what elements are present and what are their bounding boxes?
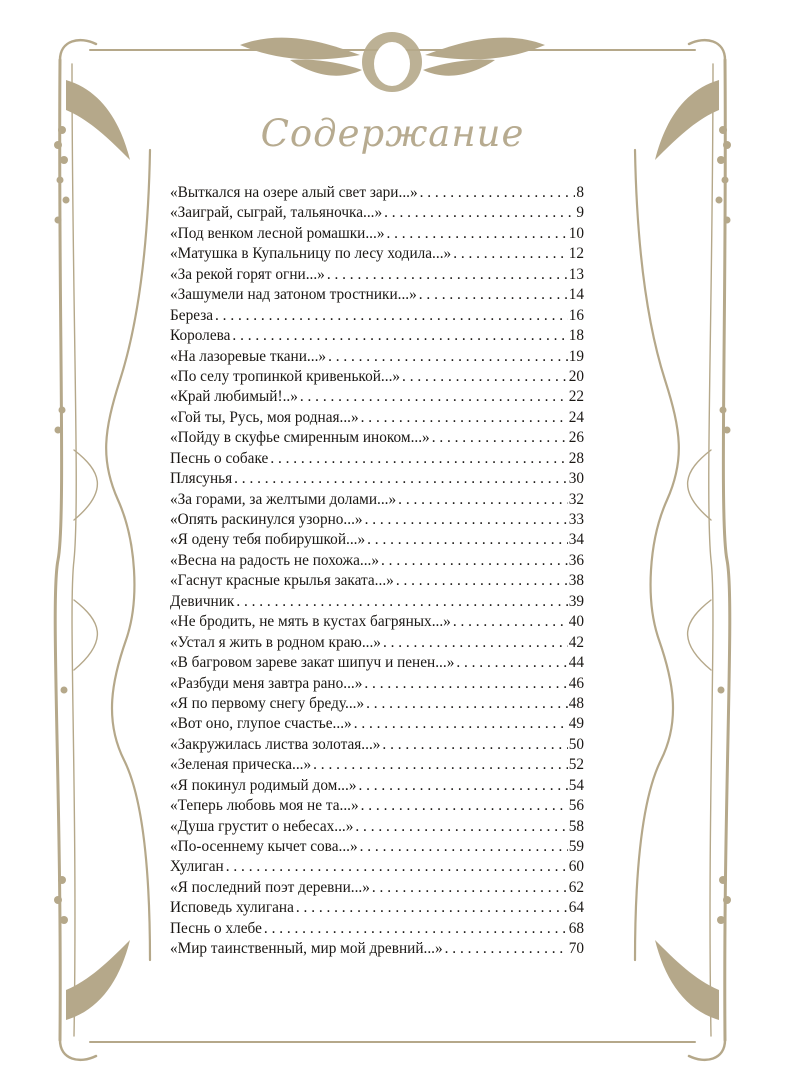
toc-entry (170, 898, 584, 918)
toc-entry (170, 203, 584, 223)
toc-entry-title: Береза (170, 306, 214, 324)
toc-entry-page-number: 12 (568, 245, 584, 263)
toc-entry-page-number: 70 (568, 940, 584, 958)
toc-entry (170, 510, 584, 530)
dot-leader (325, 265, 568, 285)
toc-entry-title: «Опять раскинулся узорно...» (170, 511, 363, 528)
toc-entry-title: «Я по первому снегу бреду...» (170, 694, 365, 712)
toc-entry (170, 490, 584, 510)
toc-entry (170, 857, 584, 877)
toc-entry-title: Песнь о собаке (170, 449, 269, 467)
dot-leader (268, 449, 567, 469)
toc-entry-title: «Заиграй, сыграй, тальяночка...» (170, 204, 383, 222)
toc-entry-page-number: 30 (568, 470, 584, 488)
toc-entry-page-number: 38 (568, 572, 584, 590)
dot-leader (443, 939, 568, 959)
toc-entry-page-number: 50 (568, 735, 584, 753)
toc-entry-page-number: 64 (568, 899, 584, 917)
toc-entry-title: «Выткался на озере алый свет зари...» (170, 184, 418, 201)
toc-entry-page-number: 19 (568, 347, 584, 365)
toc-entry-title: «Край любимый!..» (170, 388, 298, 406)
toc-entry (170, 776, 584, 796)
dot-leader (232, 469, 568, 489)
toc-entry-title: «На лазоревые ткани...» (170, 347, 327, 365)
toc-entry (170, 387, 584, 407)
toc-entry-page-number: 58 (568, 817, 584, 835)
toc-entry-title: «Теперь любовь моя не та...» (170, 797, 359, 815)
toc-entry-page-number: 18 (568, 327, 584, 345)
toc-entry-title: «Матушка в Купальницу по лесу ходила...» (170, 245, 452, 263)
dot-leader (379, 551, 568, 571)
toc-entry (170, 919, 584, 939)
toc-entry-title: «Я одену тебя побирушкой...» (170, 531, 366, 549)
toc-entry-title: «Не бродить, не мять в кустах багряных...» (170, 613, 451, 631)
dot-leader (396, 490, 568, 510)
toc-entry-title: «Закружилась листва золотая...» (170, 735, 381, 753)
dot-leader (394, 571, 568, 591)
toc-entry (170, 306, 584, 326)
toc-entry (170, 633, 584, 653)
toc-entry-title: Плясунья (170, 470, 233, 488)
dot-leader (311, 755, 568, 775)
toc-entry-page-number: 44 (568, 654, 584, 672)
toc-entry (170, 939, 584, 959)
toc-entry (170, 265, 584, 285)
dot-leader (294, 898, 568, 918)
toc-entry-page-number: 60 (568, 858, 584, 876)
toc-entry-title: Королева (170, 327, 231, 345)
toc-entry-title: «Я покинул родимый дом...» (170, 776, 357, 794)
dot-leader (384, 224, 567, 244)
toc-entry-page-number: 59 (568, 838, 584, 855)
toc-entry-title: Девичник (170, 592, 235, 610)
toc-entry (170, 183, 584, 203)
toc-entry (170, 796, 584, 816)
toc-entry (170, 837, 584, 857)
toc-entry-page-number: 36 (568, 551, 584, 569)
toc-entry-page-number: 52 (568, 756, 584, 774)
toc-entry-page-number: 9 (576, 204, 584, 222)
toc-entry-page-number: 26 (568, 429, 584, 447)
toc-entry-page-number: 39 (568, 592, 584, 610)
toc-entry (170, 817, 584, 837)
dot-leader (230, 326, 567, 346)
toc-entry-page-number: 14 (568, 286, 584, 304)
dot-leader (326, 347, 568, 367)
toc-entry (170, 347, 584, 367)
toc-entry-title: «Устал я жить в родном краю...» (170, 633, 381, 651)
toc-entry-title: «По-осеннему кычет сова...» (170, 838, 358, 855)
toc-entry-title: «Душа грустит о небесах...» (170, 817, 354, 835)
toc-entry-page-number: 22 (568, 388, 584, 406)
toc-entry-page-number: 68 (568, 919, 584, 937)
toc-entry (170, 653, 584, 673)
dot-leader (400, 367, 568, 387)
toc-entry (170, 694, 584, 714)
toc-entry-page-number: 32 (568, 490, 584, 508)
toc-entry-page-number: 62 (568, 878, 584, 896)
toc-entry (170, 612, 584, 632)
toc-entry (170, 367, 584, 387)
dot-leader (224, 857, 568, 877)
dot-leader (213, 306, 568, 326)
dot-leader (365, 530, 568, 550)
table-of-contents (170, 183, 584, 960)
dot-leader (382, 203, 575, 223)
toc-entry-title: «Под венком лесной ромашки...» (170, 224, 385, 242)
toc-entry-page-number: 34 (568, 531, 584, 549)
dot-leader (358, 837, 568, 857)
toc-entry (170, 674, 584, 694)
toc-entry-title: Хулиган (170, 858, 224, 876)
toc-entry-title: «Зашумели над затоном тростники...» (170, 286, 417, 304)
toc-entry (170, 408, 584, 428)
dot-leader (234, 592, 567, 612)
dot-leader (363, 510, 568, 530)
dot-leader (364, 694, 568, 714)
toc-entry (170, 326, 584, 346)
dot-leader (380, 735, 567, 755)
toc-entry (170, 755, 584, 775)
toc-entry-page-number: 56 (568, 797, 584, 815)
dot-leader (430, 428, 568, 448)
dot-leader (370, 878, 568, 898)
dot-leader (356, 776, 567, 796)
toc-entry (170, 428, 584, 448)
toc-entry (170, 285, 584, 305)
toc-entry (170, 551, 584, 571)
toc-entry-title: «Пойду в скуфье смиренным иноком...» (170, 429, 430, 447)
dot-leader (353, 817, 567, 837)
toc-entry-title: «Гой ты, Русь, моя родная...» (170, 408, 359, 426)
toc-entry-title: «Разбуди меня завтра рано...» (170, 674, 363, 692)
dot-leader (359, 796, 568, 816)
toc-entry-title: Песнь о хлебе (170, 919, 262, 937)
dot-leader (454, 653, 567, 673)
toc-entry-page-number: 54 (568, 776, 584, 794)
dot-leader (417, 285, 568, 305)
toc-entry-page-number: 49 (568, 715, 584, 733)
toc-entry-page-number: 20 (568, 367, 584, 385)
toc-entry-page-number: 16 (568, 306, 584, 324)
toc-entry-page-number: 28 (568, 449, 584, 467)
toc-entry-title: «За горами, за желтыми долами...» (170, 490, 397, 508)
toc-entry (170, 449, 584, 469)
toc-entry-title: «Зеленая прическа...» (170, 756, 312, 774)
dot-leader (418, 183, 576, 203)
dot-leader (298, 387, 568, 407)
toc-entry-title: «За рекой горят огни...» (170, 265, 325, 283)
toc-entry-page-number: 13 (568, 265, 584, 283)
toc-entry-title: «Вот оно, глупое счастье...» (170, 715, 352, 733)
toc-entry (170, 530, 584, 550)
toc-entry-page-number: 40 (568, 613, 584, 631)
toc-entry (170, 244, 584, 264)
toc-entry-page-number: 33 (568, 511, 584, 528)
dot-leader (352, 714, 568, 734)
toc-entry (170, 592, 584, 612)
toc-entry (170, 735, 584, 755)
toc-entry (170, 714, 584, 734)
toc-entry-page-number: 24 (568, 408, 584, 426)
dot-leader (262, 919, 568, 939)
page-title: Содержание (260, 112, 525, 155)
toc-entry-page-number: 42 (568, 633, 584, 651)
toc-entry-title: «По селу тропинкой кривенькой...» (170, 367, 401, 385)
toc-entry-page-number: 48 (568, 694, 584, 712)
toc-entry-title: «Мир таинственный, мир мой древний...» (170, 940, 443, 958)
toc-entry-page-number: 10 (568, 224, 584, 242)
toc-entry (170, 878, 584, 898)
toc-entry (170, 469, 584, 489)
toc-entry-title: Исповедь хулигана (170, 899, 294, 917)
toc-entry-title: «В багровом зареве закат шипуч и пенен...» (170, 654, 455, 672)
dot-leader (359, 408, 568, 428)
toc-entry-page-number: 8 (576, 184, 584, 201)
dot-leader (381, 633, 568, 653)
dot-leader (451, 244, 568, 264)
toc-entry-page-number: 46 (568, 674, 584, 692)
dot-leader (362, 674, 567, 694)
toc-entry (170, 571, 584, 591)
toc-entry-title: «Гаснут красные крылья заката...» (170, 572, 394, 590)
toc-entry-title: «Весна на радость не похожа...» (170, 551, 380, 569)
dot-leader (451, 612, 568, 632)
toc-entry-title: «Я последний поэт деревни...» (170, 878, 370, 896)
toc-entry (170, 224, 584, 244)
